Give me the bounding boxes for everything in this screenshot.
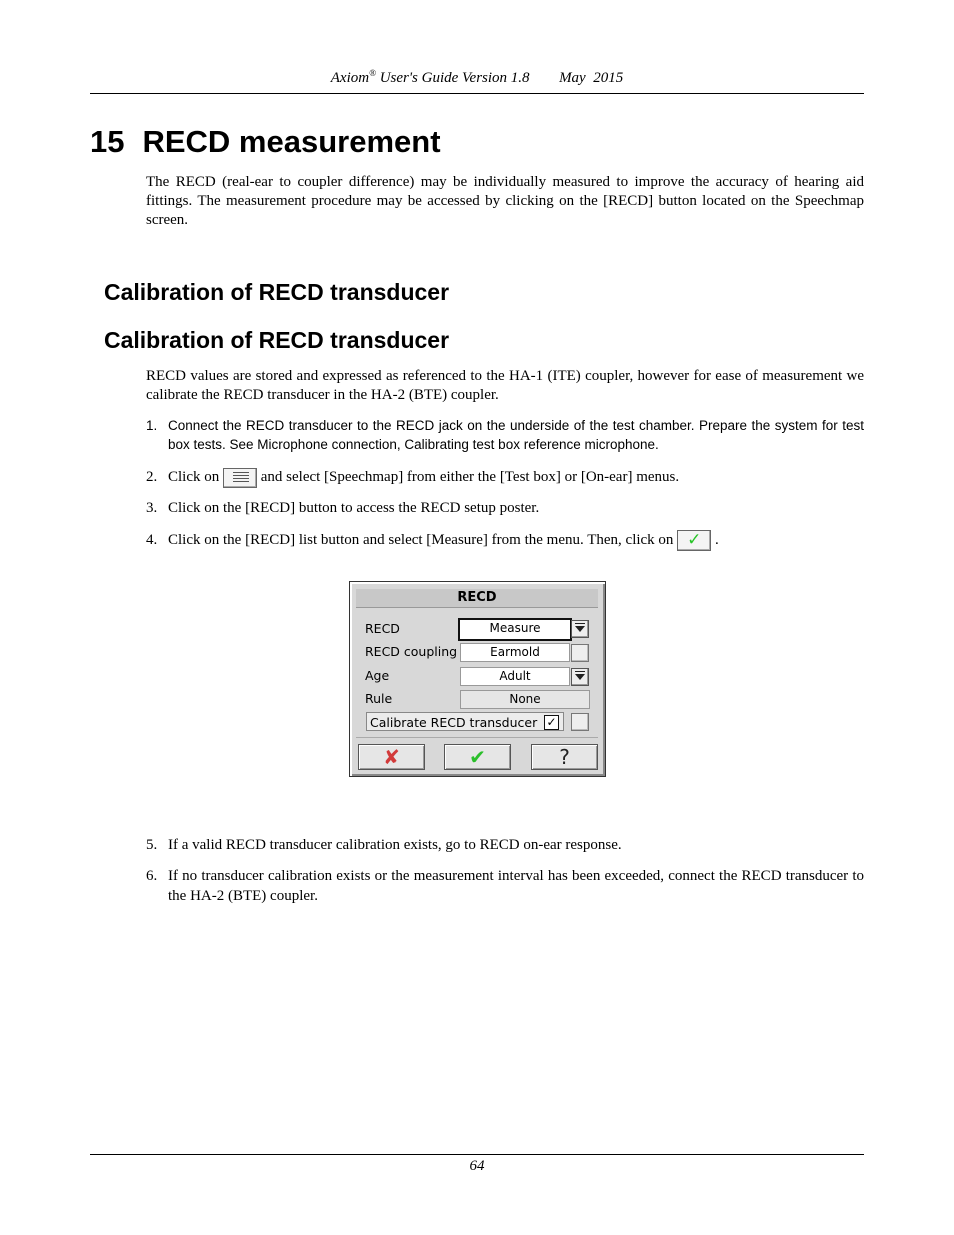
recd-select[interactable]: Measure	[458, 618, 572, 641]
step-number: 6.	[146, 868, 158, 884]
chevron-down-icon	[575, 674, 585, 680]
section-paragraph: RECD values are stored and expressed as referenced to the HA-1 (ITE) coupler, however for ease of measurement we calibrate the RECD transducer in the HA-2 (BTE) coupler.	[146, 368, 864, 403]
step-text: .	[714, 532, 719, 548]
list-item	[146, 835, 864, 855]
recd-dropdown-button[interactable]	[571, 620, 589, 638]
close-icon: ✘	[383, 745, 400, 769]
step-text: Click on the [RECD] list button and select [Measure] from the menu. Then, click on	[168, 532, 674, 548]
section-title: Calibration of RECD transducer	[104, 279, 450, 305]
calibrate-recd-transducer-option[interactable]	[366, 712, 564, 731]
list-item	[146, 866, 864, 908]
recd-dialog	[349, 581, 606, 777]
step-text: Click on the [RECD] button to access the RECD setup poster.	[168, 500, 540, 516]
registered-mark: ®	[369, 68, 376, 78]
step-number: 1.	[146, 418, 158, 433]
rule-label: Rule	[365, 691, 393, 706]
help-icon: ?	[559, 745, 570, 769]
dialog-divider	[356, 737, 598, 738]
calibrate-checkbox[interactable]: ✓	[544, 715, 559, 730]
list-item	[146, 530, 864, 552]
step-number: 2.	[146, 469, 158, 485]
page-number: 64	[469, 1158, 485, 1174]
list-item	[146, 467, 864, 489]
rule-field: None	[460, 690, 590, 709]
step-text: If no transducer calibration exists or the measurement interval has been exceeded, connect the RECD transducer to the HA-2 (BTE) coupler.	[168, 868, 864, 904]
calibrate-label: Calibrate RECD transducer	[370, 715, 538, 730]
footer-rule	[90, 1154, 864, 1155]
dialog-title: RECD	[356, 589, 598, 608]
header-guide: User's Guide Version 1.8	[379, 70, 530, 86]
intro-paragraph: The RECD (real-ear to coupler difference) may be individually measured to improve the accuracy of hearing aid fittings. The measurement procedure may be accessed by clicking on the [RECD] button located on the Speechmap screen.	[146, 174, 864, 228]
header-rule	[90, 93, 864, 94]
cancel-button[interactable]	[358, 744, 425, 770]
check-icon: ✓	[687, 530, 702, 551]
calibrate-side-button[interactable]	[571, 713, 589, 731]
running-header	[0, 68, 954, 87]
header-product: Axiom	[330, 70, 370, 86]
list-item	[146, 416, 864, 456]
ok-button[interactable]	[444, 744, 511, 770]
ok-check-button[interactable]	[677, 530, 711, 551]
chapter-number: 15	[90, 124, 125, 159]
menu-list-button[interactable]	[223, 468, 257, 488]
step-text: Click on	[168, 469, 220, 485]
step-text: Connect the RECD transducer to the RECD jack on the underside of the test chamber. Prepare the system for test box tests. See Microphone connection, Calibrating test box reference microphone.	[168, 418, 864, 452]
recd-coupling-label: RECD coupling	[365, 644, 458, 659]
age-select[interactable]: Adult	[460, 667, 570, 686]
recd-coupling-button[interactable]	[571, 644, 589, 662]
age-label: Age	[365, 668, 390, 683]
step-number: 4.	[146, 532, 158, 548]
recd-coupling-field[interactable]: Earmold	[460, 643, 570, 662]
step-text: If a valid RECD transducer calibration exists, go to RECD on-ear response.	[168, 837, 622, 853]
section-title: Calibration of RECD transducer	[104, 327, 450, 353]
step-number: 5.	[146, 837, 158, 853]
recd-label: RECD	[365, 621, 400, 636]
list-item	[146, 498, 864, 518]
chapter-title-text: RECD measurement	[142, 124, 441, 159]
age-dropdown-button[interactable]	[571, 668, 589, 686]
chapter-title	[90, 124, 441, 160]
check-icon: ✔	[469, 745, 486, 769]
header-date: May 2015	[559, 70, 624, 86]
help-button[interactable]	[531, 744, 598, 770]
chevron-down-icon	[575, 626, 585, 632]
step-number: 3.	[146, 500, 158, 516]
step-text: and select [Speechmap] from either the [Test box] or [On-ear] menus.	[260, 469, 680, 485]
